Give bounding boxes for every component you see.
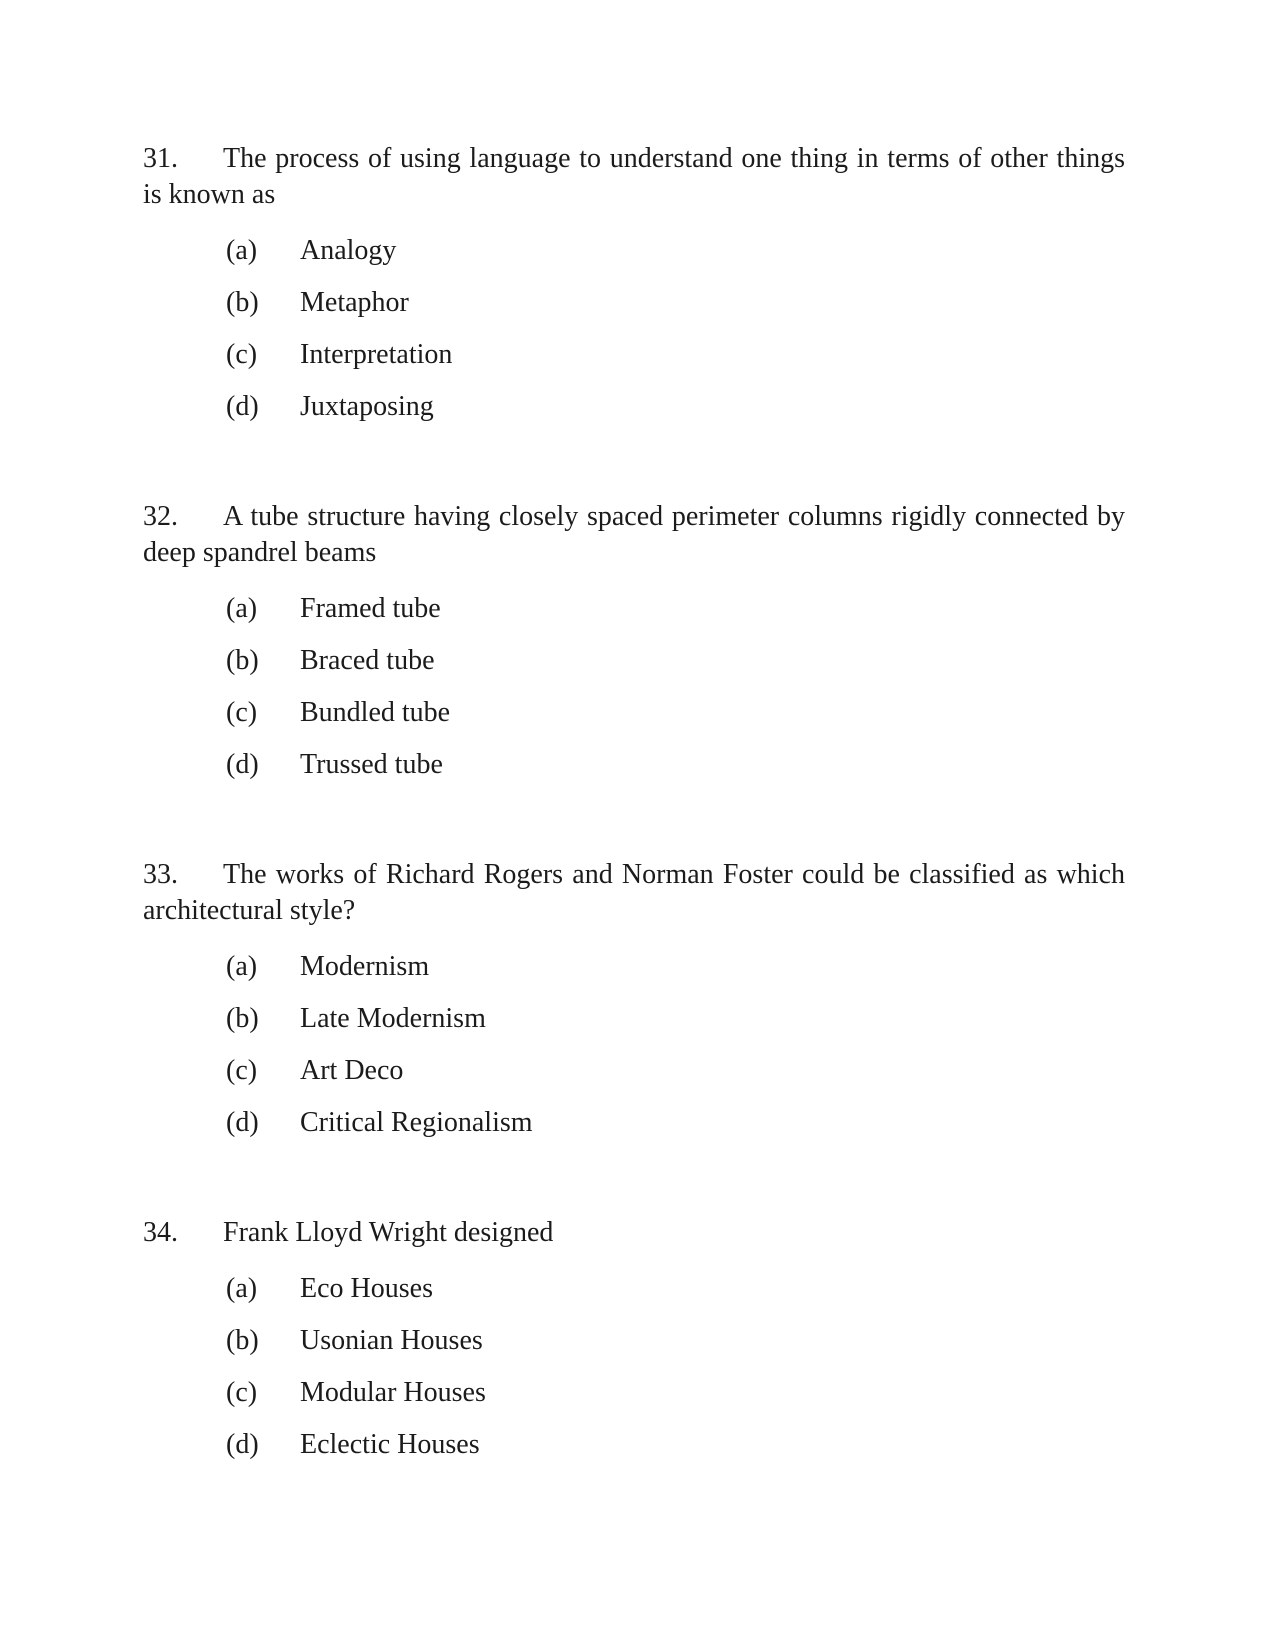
option-letter: (d) (226, 749, 259, 780)
option-label: Framed tube (300, 593, 441, 624)
option-label: Bundled tube (300, 697, 451, 728)
option-d (226, 1427, 1125, 1463)
option-label: Modernism (300, 951, 430, 982)
options-list (226, 1271, 1125, 1463)
question-number: 34. (143, 1217, 178, 1248)
question-paragraph (143, 1215, 1125, 1251)
option-letter: (b) (226, 287, 259, 318)
option-c (226, 337, 1125, 373)
option-d (226, 747, 1125, 783)
option-a (226, 1271, 1125, 1307)
options-list (226, 949, 1125, 1141)
option-label: Juxtaposing (300, 391, 434, 422)
option-letter: (a) (226, 593, 258, 624)
option-c (226, 1375, 1125, 1411)
option-label: Usonian Houses (300, 1325, 483, 1356)
question-31 (143, 141, 1125, 425)
option-label: Critical Regionalism (300, 1107, 533, 1138)
option-letter: (a) (226, 951, 258, 982)
question-paragraph (143, 499, 1125, 571)
option-letter: (c) (226, 1377, 258, 1408)
question-text: A tube structure having closely spaced perimeter columns rigidly connected by deep spandrel beams (143, 501, 1125, 568)
question-32 (143, 499, 1125, 783)
question-paragraph (143, 857, 1125, 929)
option-letter: (c) (226, 697, 258, 728)
options-list (226, 591, 1125, 783)
option-label: Trussed tube (300, 749, 443, 780)
option-letter: (b) (226, 1003, 259, 1034)
option-d (226, 389, 1125, 425)
question-paragraph (143, 141, 1125, 213)
option-label: Eco Houses (300, 1273, 433, 1304)
option-d (226, 1105, 1125, 1141)
question-33 (143, 857, 1125, 1141)
question-number: 33. (143, 859, 178, 890)
option-label: Eclectic Houses (300, 1429, 480, 1460)
option-letter: (a) (226, 1273, 258, 1304)
options-list (226, 233, 1125, 425)
option-letter: (d) (226, 1429, 259, 1460)
option-label: Modular Houses (300, 1377, 486, 1408)
option-label: Analogy (300, 235, 397, 266)
question-text: The works of Richard Rogers and Norman Foster could be classified as which architectural style? (143, 859, 1125, 926)
option-label: Art Deco (300, 1055, 404, 1086)
option-b (226, 285, 1125, 321)
option-label: Late Modernism (300, 1003, 486, 1034)
question-text: Frank Lloyd Wright designed (223, 1217, 554, 1248)
option-letter: (c) (226, 339, 258, 370)
option-b (226, 1323, 1125, 1359)
option-letter: (b) (226, 1325, 259, 1356)
option-letter: (a) (226, 235, 258, 266)
option-a (226, 233, 1125, 269)
question-text: The process of using language to understand one thing in terms of other things is known as (143, 143, 1125, 210)
option-c (226, 1053, 1125, 1089)
option-a (226, 949, 1125, 985)
option-letter: (d) (226, 1107, 259, 1138)
option-letter: (b) (226, 645, 259, 676)
option-letter: (d) (226, 391, 259, 422)
option-a (226, 591, 1125, 627)
option-b (226, 1001, 1125, 1037)
option-c (226, 695, 1125, 731)
option-label: Interpretation (300, 339, 453, 370)
option-label: Braced tube (300, 645, 435, 676)
question-number: 31. (143, 143, 178, 174)
question-number: 32. (143, 501, 178, 532)
question-34 (143, 1215, 1125, 1463)
option-label: Metaphor (300, 287, 409, 318)
option-b (226, 643, 1125, 679)
option-letter: (c) (226, 1055, 258, 1086)
